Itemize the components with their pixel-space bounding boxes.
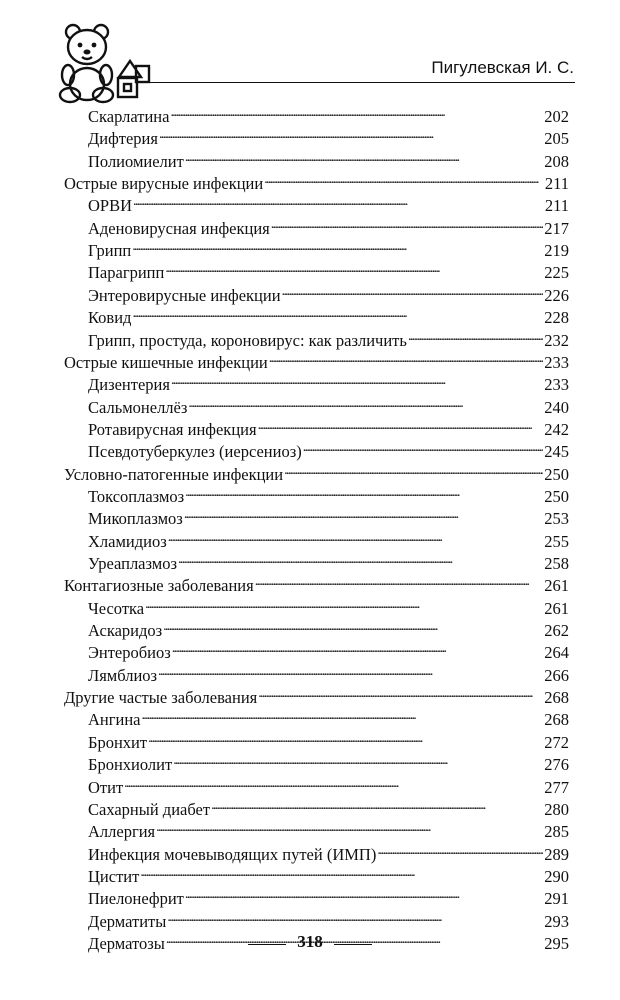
toc-entry-title: Бронхит — [88, 732, 148, 752]
dot-leader — [269, 354, 544, 368]
dot-leader — [185, 153, 543, 167]
dot-leader — [255, 577, 544, 591]
toc-entry-title: Дерматиты — [88, 911, 167, 931]
toc-entry-title: Аскаридоз — [88, 621, 163, 641]
toc-entry — [88, 397, 569, 419]
toc-entry-page: 233 — [544, 375, 569, 395]
toc-entry-title: Токсоплазмоз — [88, 486, 185, 506]
toc-entry — [88, 307, 569, 329]
toc-entry-page: 268 — [544, 710, 569, 730]
dot-leader — [140, 868, 543, 882]
page-header — [0, 0, 620, 110]
toc-entry-title: Скарлатина — [88, 107, 170, 126]
toc-entry-page: 219 — [544, 241, 569, 261]
toc-entry-page: 289 — [544, 844, 569, 864]
toc-entry-title: Грипп, простуда, короновирус: как различить — [88, 330, 407, 350]
toc-entry-page: 253 — [544, 509, 569, 529]
toc-entry — [88, 642, 569, 664]
toc-entry-page: 255 — [544, 531, 569, 551]
dot-leader — [303, 443, 544, 457]
dot-leader — [170, 108, 543, 122]
dot-leader — [132, 242, 543, 256]
toc-entry — [88, 732, 569, 754]
toc-entry-title: Аденовирусная инфекция — [88, 218, 270, 238]
dot-leader — [284, 466, 543, 480]
dot-leader — [282, 287, 544, 301]
dot-leader — [258, 421, 544, 435]
toc-entry — [88, 888, 569, 910]
toc-entry-title: Псевдотуберкулез (иерсениоз) — [88, 442, 302, 462]
dot-leader — [258, 689, 543, 703]
toc-entry-title: Сахарный диабет — [88, 799, 211, 819]
toc-entry-title: Дерматозы — [88, 933, 165, 953]
toc-entry-page: 226 — [544, 285, 569, 305]
toc-entry — [88, 665, 569, 687]
toc-entry — [88, 777, 569, 799]
toc-entry-title: Другие частые заболевания — [64, 688, 258, 708]
toc-entry-page: 261 — [544, 598, 569, 618]
toc-entry-page: 250 — [544, 464, 569, 484]
toc-entry-page: 272 — [544, 732, 569, 752]
dot-leader — [185, 488, 543, 502]
dot-leader — [148, 734, 543, 748]
toc-entry-page: 295 — [544, 933, 569, 953]
toc-entry — [88, 128, 569, 150]
dot-leader — [185, 890, 543, 904]
dot-leader — [211, 801, 543, 815]
toc-entry-title: Энтеробиоз — [88, 643, 171, 663]
toc-entry-title: Контагиозные заболевания — [64, 576, 254, 596]
dot-leader — [264, 175, 544, 189]
dot-leader — [165, 264, 543, 278]
toc-entry — [88, 486, 569, 508]
dot-leader — [408, 332, 543, 346]
toc-entry — [88, 799, 569, 821]
toc-entry-page: 285 — [544, 822, 569, 842]
dot-leader — [132, 309, 543, 323]
toc-entry-title: Грипп — [88, 241, 132, 261]
toc-entry-title: Уреаплазмоз — [88, 554, 177, 573]
toc-entry — [88, 866, 569, 888]
toc-entry — [64, 464, 569, 486]
toc-entry-title: Хламидиоз — [88, 531, 167, 551]
toc-entry-page: 211 — [544, 196, 569, 216]
toc-entry-page: 291 — [544, 889, 569, 909]
toc-entry-title: Условно-патогенные инфекции — [64, 464, 284, 484]
toc-entry-title: Чесотка — [88, 598, 145, 618]
toc-entry-page: 233 — [544, 352, 569, 372]
dot-leader — [171, 376, 543, 390]
toc-entry-page: 276 — [544, 755, 569, 775]
toc-entry — [88, 620, 569, 642]
teddy-bear-with-blocks-icon — [56, 20, 152, 104]
toc-entry — [88, 508, 569, 530]
toc-entry-title: Микоплазмоз — [88, 509, 183, 529]
toc-entry — [88, 844, 569, 866]
toc-entry — [88, 374, 569, 396]
toc-entry-page: 293 — [544, 911, 569, 931]
toc-entry-page: 225 — [544, 263, 569, 283]
toc-entry-page: 205 — [544, 129, 569, 149]
dot-leader — [167, 913, 543, 927]
toc-entry-page: 202 — [544, 107, 569, 126]
toc-entry — [64, 575, 569, 597]
toc-entry — [64, 687, 569, 709]
dot-leader — [145, 600, 543, 614]
toc-entry-title: Острые вирусные инфекции — [64, 174, 264, 194]
toc-entry-title: Ангина — [88, 710, 141, 730]
toc-entry-title: Полиомиелит — [88, 151, 184, 171]
toc-entry-page: 277 — [544, 777, 569, 797]
toc-entry-title: Дизентерия — [88, 375, 170, 395]
toc-entry-title: Лямблиоз — [88, 665, 158, 685]
dot-leader — [163, 622, 543, 636]
toc-entry-page: 245 — [544, 442, 569, 462]
toc-entry-title: Острые кишечные инфекции — [64, 352, 268, 372]
toc-entry — [88, 754, 569, 776]
running-header-author: Пигулевская И. С. — [431, 58, 574, 77]
footer-rule-left — [248, 944, 286, 945]
toc-entry-page: 232 — [544, 330, 569, 350]
dot-leader — [271, 220, 544, 234]
toc-entry-page: 268 — [544, 688, 569, 708]
toc-entry-page: 280 — [544, 799, 569, 819]
toc-entry — [88, 553, 569, 575]
dot-leader — [124, 779, 543, 793]
toc-entry-page: 261 — [544, 576, 569, 596]
toc-entry-page: 264 — [544, 643, 569, 663]
dot-leader — [178, 555, 543, 569]
dot-leader — [158, 667, 543, 681]
toc-entry-page: 211 — [544, 174, 569, 194]
toc-entry-title: Цистит — [88, 866, 140, 886]
dot-leader — [168, 533, 544, 547]
dot-leader — [184, 510, 543, 524]
toc-entry-page: 240 — [544, 397, 569, 417]
toc-entry-page: 250 — [544, 486, 569, 506]
toc-entry-title: Пиелонефрит — [88, 889, 184, 909]
footer-rule-right — [334, 944, 372, 945]
page-number: 318 — [297, 932, 323, 951]
toc-entry — [88, 821, 569, 843]
toc-entry — [88, 218, 569, 240]
toc-entry — [88, 531, 569, 553]
dot-leader — [173, 756, 543, 770]
toc-entry — [64, 173, 569, 195]
dot-leader — [133, 197, 544, 211]
dot-leader — [188, 399, 543, 413]
toc-entry-title: Энтеровирусные инфекции — [88, 285, 281, 305]
toc-entry — [88, 285, 569, 307]
toc-entry-page: 262 — [544, 621, 569, 641]
toc-entry — [88, 598, 569, 620]
toc-entry — [88, 240, 569, 262]
toc-entry-title: Аллергия — [88, 822, 156, 842]
toc-entry — [88, 262, 569, 284]
toc-entry-page: 258 — [544, 554, 569, 573]
toc-entry-title: ОРВИ — [88, 196, 133, 216]
page-footer — [0, 930, 620, 960]
toc-entry-title: Отит — [88, 777, 124, 797]
toc-entry — [88, 330, 569, 352]
dot-leader — [156, 823, 543, 837]
dot-leader — [159, 130, 543, 144]
toc-entry-page: 290 — [544, 866, 569, 886]
toc-entry-title: Ротавирусная инфекция — [88, 419, 257, 439]
toc-entry-title: Инфекция мочевыводящих путей (ИМП) — [88, 844, 377, 864]
toc-entry-page: 266 — [544, 665, 569, 685]
toc-entry-title: Парагрипп — [88, 263, 165, 283]
toc-entry-page: 208 — [544, 151, 569, 171]
toc-entry-page: 228 — [544, 308, 569, 328]
toc-entry-title: Ковид — [88, 308, 132, 328]
toc-entry — [88, 195, 569, 217]
dot-leader — [377, 846, 543, 860]
dot-leader — [142, 711, 544, 725]
header-rule — [150, 82, 575, 83]
toc-entry-title: Сальмонеллёз — [88, 397, 188, 417]
toc-entry — [64, 352, 569, 374]
toc-entry-title: Дифтерия — [88, 129, 158, 149]
toc-entry — [88, 151, 569, 173]
toc-entry — [88, 106, 569, 128]
toc-entry — [88, 709, 569, 731]
toc-entry-title: Бронхиолит — [88, 755, 173, 775]
toc-entry — [88, 419, 569, 441]
toc-entry-page: 242 — [544, 419, 569, 439]
toc-entry-page: 217 — [544, 218, 569, 238]
dot-leader — [172, 644, 544, 658]
toc-entry — [88, 441, 569, 463]
